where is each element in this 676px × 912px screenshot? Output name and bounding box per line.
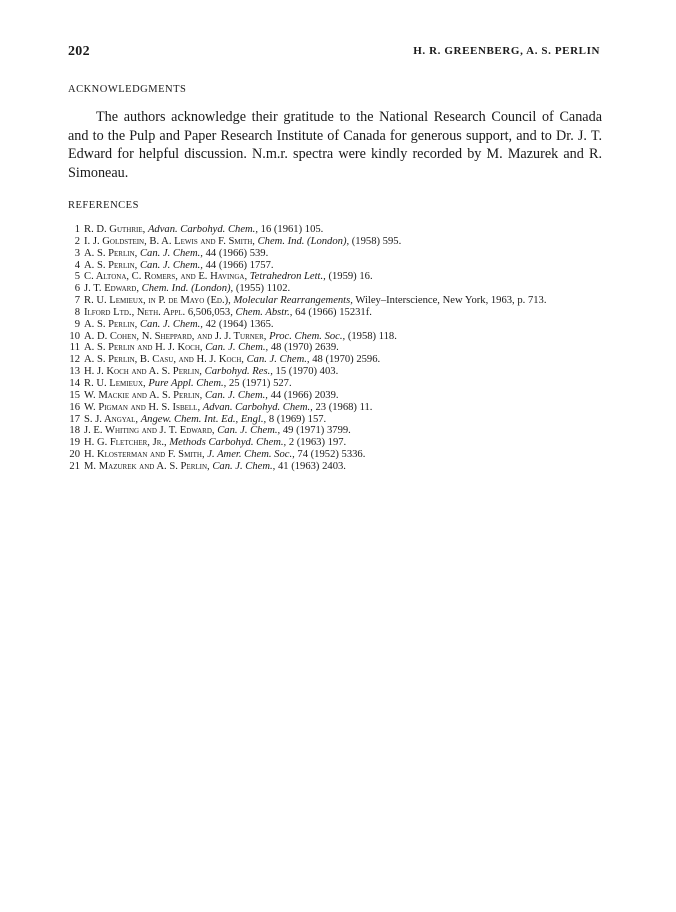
- reference-text: [84, 319, 600, 331]
- reference-text: [84, 414, 600, 426]
- reference-journal: Molecular Rearrangements,: [233, 295, 353, 307]
- reference-number: 2: [74, 235, 80, 247]
- reference-citation: 44 (1966) 539.: [205, 247, 269, 259]
- reference-journal: Can. J. Chem.,: [217, 425, 281, 437]
- reference-authors: A. D. Cohen, N. Sheppard, and J. J. Turner,: [84, 330, 267, 342]
- reference-number: 10: [69, 330, 80, 342]
- reference-text: [84, 354, 600, 366]
- reference-number: 16: [69, 401, 80, 413]
- reference-journal: Can. J. Chem.,: [212, 460, 276, 472]
- reference-text: [84, 425, 600, 437]
- reference-number: 15: [69, 389, 80, 401]
- reference-item: [68, 271, 600, 283]
- reference-authors: R. U. Lemieux,: [84, 377, 146, 389]
- reference-item: [68, 295, 600, 307]
- reference-citation: 8 (1969) 157.: [268, 413, 327, 425]
- reference-item: [68, 425, 600, 437]
- reference-citation: 44 (1966) 1757.: [205, 259, 274, 271]
- reference-authors: S. J. Angyal,: [84, 413, 139, 425]
- reference-text: [84, 390, 600, 402]
- reference-authors: A. S. Perlin,: [84, 259, 138, 271]
- reference-number: 9: [74, 318, 80, 330]
- reference-item: [68, 366, 600, 378]
- reference-number: 1: [74, 224, 80, 235]
- reference-item: [68, 319, 600, 331]
- references-heading: REFERENCES: [68, 200, 139, 211]
- reference-item: [68, 224, 600, 236]
- reference-authors: I. J. Goldstein, B. A. Lewis and F. Smith,: [84, 235, 255, 247]
- reference-journal: Can. J. Chem.,: [139, 247, 203, 259]
- reference-text: [84, 378, 600, 390]
- acknowledgments-heading: ACKNOWLEDGMENTS: [68, 84, 187, 95]
- reference-item: [68, 402, 600, 414]
- reference-item: [68, 449, 600, 461]
- reference-text: [84, 366, 600, 378]
- reference-number: 6: [74, 283, 80, 295]
- reference-text: [84, 295, 600, 307]
- reference-text: [84, 224, 600, 236]
- reference-item: [68, 378, 600, 390]
- reference-item: [68, 437, 600, 449]
- reference-citation: (1959) 16.: [328, 271, 373, 283]
- reference-number: 3: [74, 247, 80, 259]
- reference-item: [68, 342, 600, 354]
- reference-authors: R. D. Guthrie,: [84, 224, 146, 235]
- reference-citation: 44 (1966) 2039.: [270, 389, 339, 401]
- reference-citation: Wiley–Interscience, New York, 1963, p. 713.: [355, 295, 547, 307]
- reference-authors: A. S. Perlin,: [84, 318, 138, 330]
- reference-journal: Angew. Chem. Int. Ed., Engl.,: [140, 413, 267, 425]
- reference-journal: Chem. Ind. (London),: [141, 283, 234, 295]
- reference-authors: J. T. Edward,: [84, 283, 139, 295]
- reference-citation: 2 (1963) 197.: [288, 437, 347, 449]
- reference-citation: 23 (1968) 11.: [315, 401, 373, 413]
- reference-citation: 48 (1970) 2596.: [312, 354, 381, 366]
- reference-number: 12: [69, 354, 80, 366]
- reference-citation: 42 (1964) 1365.: [205, 318, 274, 330]
- reference-authors: A. S. Perlin and H. J. Koch,: [84, 342, 203, 354]
- reference-authors: W. Mackie and A. S. Perlin,: [84, 389, 203, 401]
- reference-item: [68, 414, 600, 426]
- reference-text: [84, 248, 600, 260]
- reference-item: [68, 354, 600, 366]
- reference-text: [84, 271, 600, 283]
- reference-citation: 15 (1970) 403.: [275, 366, 339, 378]
- acknowledgments-paragraph: The authors acknowledge their gratitude to the National Research Council of Canada and to the Pulp and Paper Research Institute of Canada for generous support, and to Dr. J. T. Edward for helpful discussion. N.m.r. spectra were kindly recorded by M. Mazurek and R. Simoneau.: [68, 109, 602, 181]
- reference-journal: Pure Appl. Chem.,: [148, 377, 227, 389]
- reference-authors: J. E. Whiting and J. T. Edward,: [84, 425, 215, 437]
- reference-citation: 41 (1963) 2403.: [277, 460, 346, 472]
- reference-citation: (1955) 1102.: [235, 283, 291, 295]
- reference-item: [68, 283, 600, 295]
- reference-text: [84, 283, 600, 295]
- reference-item: [68, 307, 600, 319]
- reference-number: 4: [74, 259, 80, 271]
- reference-citation: 64 (1966) 15231f.: [295, 306, 372, 318]
- running-head-authors: H. R. GREENBERG, A. S. PERLIN: [413, 45, 600, 57]
- reference-authors: R. U. Lemieux, in P. de Mayo (Ed.),: [84, 295, 231, 307]
- reference-journal: Methods Carbohyd. Chem.,: [169, 437, 287, 449]
- reference-number: 19: [69, 437, 80, 449]
- reference-journal: Chem. Abstr.,: [235, 306, 293, 318]
- reference-number: 21: [69, 460, 80, 472]
- reference-item: [68, 390, 600, 402]
- reference-journal: Proc. Chem. Soc.,: [269, 330, 346, 342]
- reference-text: [84, 449, 600, 461]
- reference-item: [68, 260, 600, 272]
- reference-item: [68, 236, 600, 248]
- reference-text: [84, 331, 600, 343]
- reference-journal: Advan. Carbohyd. Chem.,: [202, 401, 313, 413]
- reference-authors: H. G. Fletcher, Jr.,: [84, 437, 167, 449]
- reference-text: [84, 402, 600, 414]
- running-head: [68, 44, 600, 62]
- reference-number: 13: [69, 366, 80, 378]
- reference-number: 14: [69, 377, 80, 389]
- reference-citation: 74 (1952) 5336.: [297, 449, 366, 461]
- reference-authors: A. S. Perlin, B. Casu, and H. J. Koch,: [84, 354, 244, 366]
- reference-text: [84, 437, 600, 449]
- reference-journal: Can. J. Chem.,: [204, 389, 268, 401]
- reference-journal: Can. J. Chem.,: [139, 259, 203, 271]
- reference-authors: A. S. Perlin,: [84, 247, 138, 259]
- reference-authors: H. Klosterman and F. Smith,: [84, 449, 205, 461]
- reference-citation: 25 (1971) 527.: [228, 377, 292, 389]
- reference-journal: J. Amer. Chem. Soc.,: [207, 449, 295, 461]
- reference-journal: Can. J. Chem.,: [205, 342, 269, 354]
- reference-authors: W. Pigman and H. S. Isbell,: [84, 401, 201, 413]
- reference-citation: (1958) 118.: [347, 330, 397, 342]
- reference-journal: Can. J. Chem.,: [139, 318, 203, 330]
- reference-citation: (1958) 595.: [351, 235, 402, 247]
- reference-journal: Can. J. Chem.,: [246, 354, 310, 366]
- reference-item: [68, 461, 600, 473]
- reference-journal: Chem. Ind. (London),: [257, 235, 350, 247]
- reference-list: [68, 224, 600, 473]
- reference-citation: 49 (1971) 3799.: [282, 425, 351, 437]
- reference-citation: 16 (1961) 105.: [260, 224, 324, 235]
- reference-journal: Advan. Carbohyd. Chem.,: [147, 224, 258, 235]
- reference-text: [84, 461, 600, 473]
- reference-text: [84, 260, 600, 272]
- reference-number: 5: [74, 271, 80, 283]
- reference-text: [84, 236, 600, 248]
- reference-number: 17: [69, 413, 80, 425]
- reference-journal: Tetrahedron Lett.,: [249, 271, 326, 283]
- reference-number: 20: [69, 449, 80, 461]
- page-number: 202: [68, 44, 90, 59]
- reference-journal: Carbohyd. Res.,: [204, 366, 273, 378]
- reference-number: 7: [74, 295, 80, 307]
- reference-number: 18: [69, 425, 80, 437]
- reference-authors: H. J. Koch and A. S. Perlin,: [84, 366, 202, 378]
- reference-text: [84, 342, 600, 354]
- reference-authors: C. Altona, C. Romers, and E. Havinga,: [84, 271, 248, 283]
- reference-citation: 48 (1970) 2639.: [270, 342, 339, 354]
- reference-item: [68, 248, 600, 260]
- reference-authors: M. Mazurek and A. S. Perlin,: [84, 460, 210, 472]
- reference-authors: Ilford Ltd., Neth. Appl. 6,506,053,: [84, 306, 233, 318]
- reference-item: [68, 331, 600, 343]
- reference-text: [84, 307, 600, 319]
- reference-number: 11: [69, 342, 80, 354]
- reference-number: 8: [74, 306, 80, 318]
